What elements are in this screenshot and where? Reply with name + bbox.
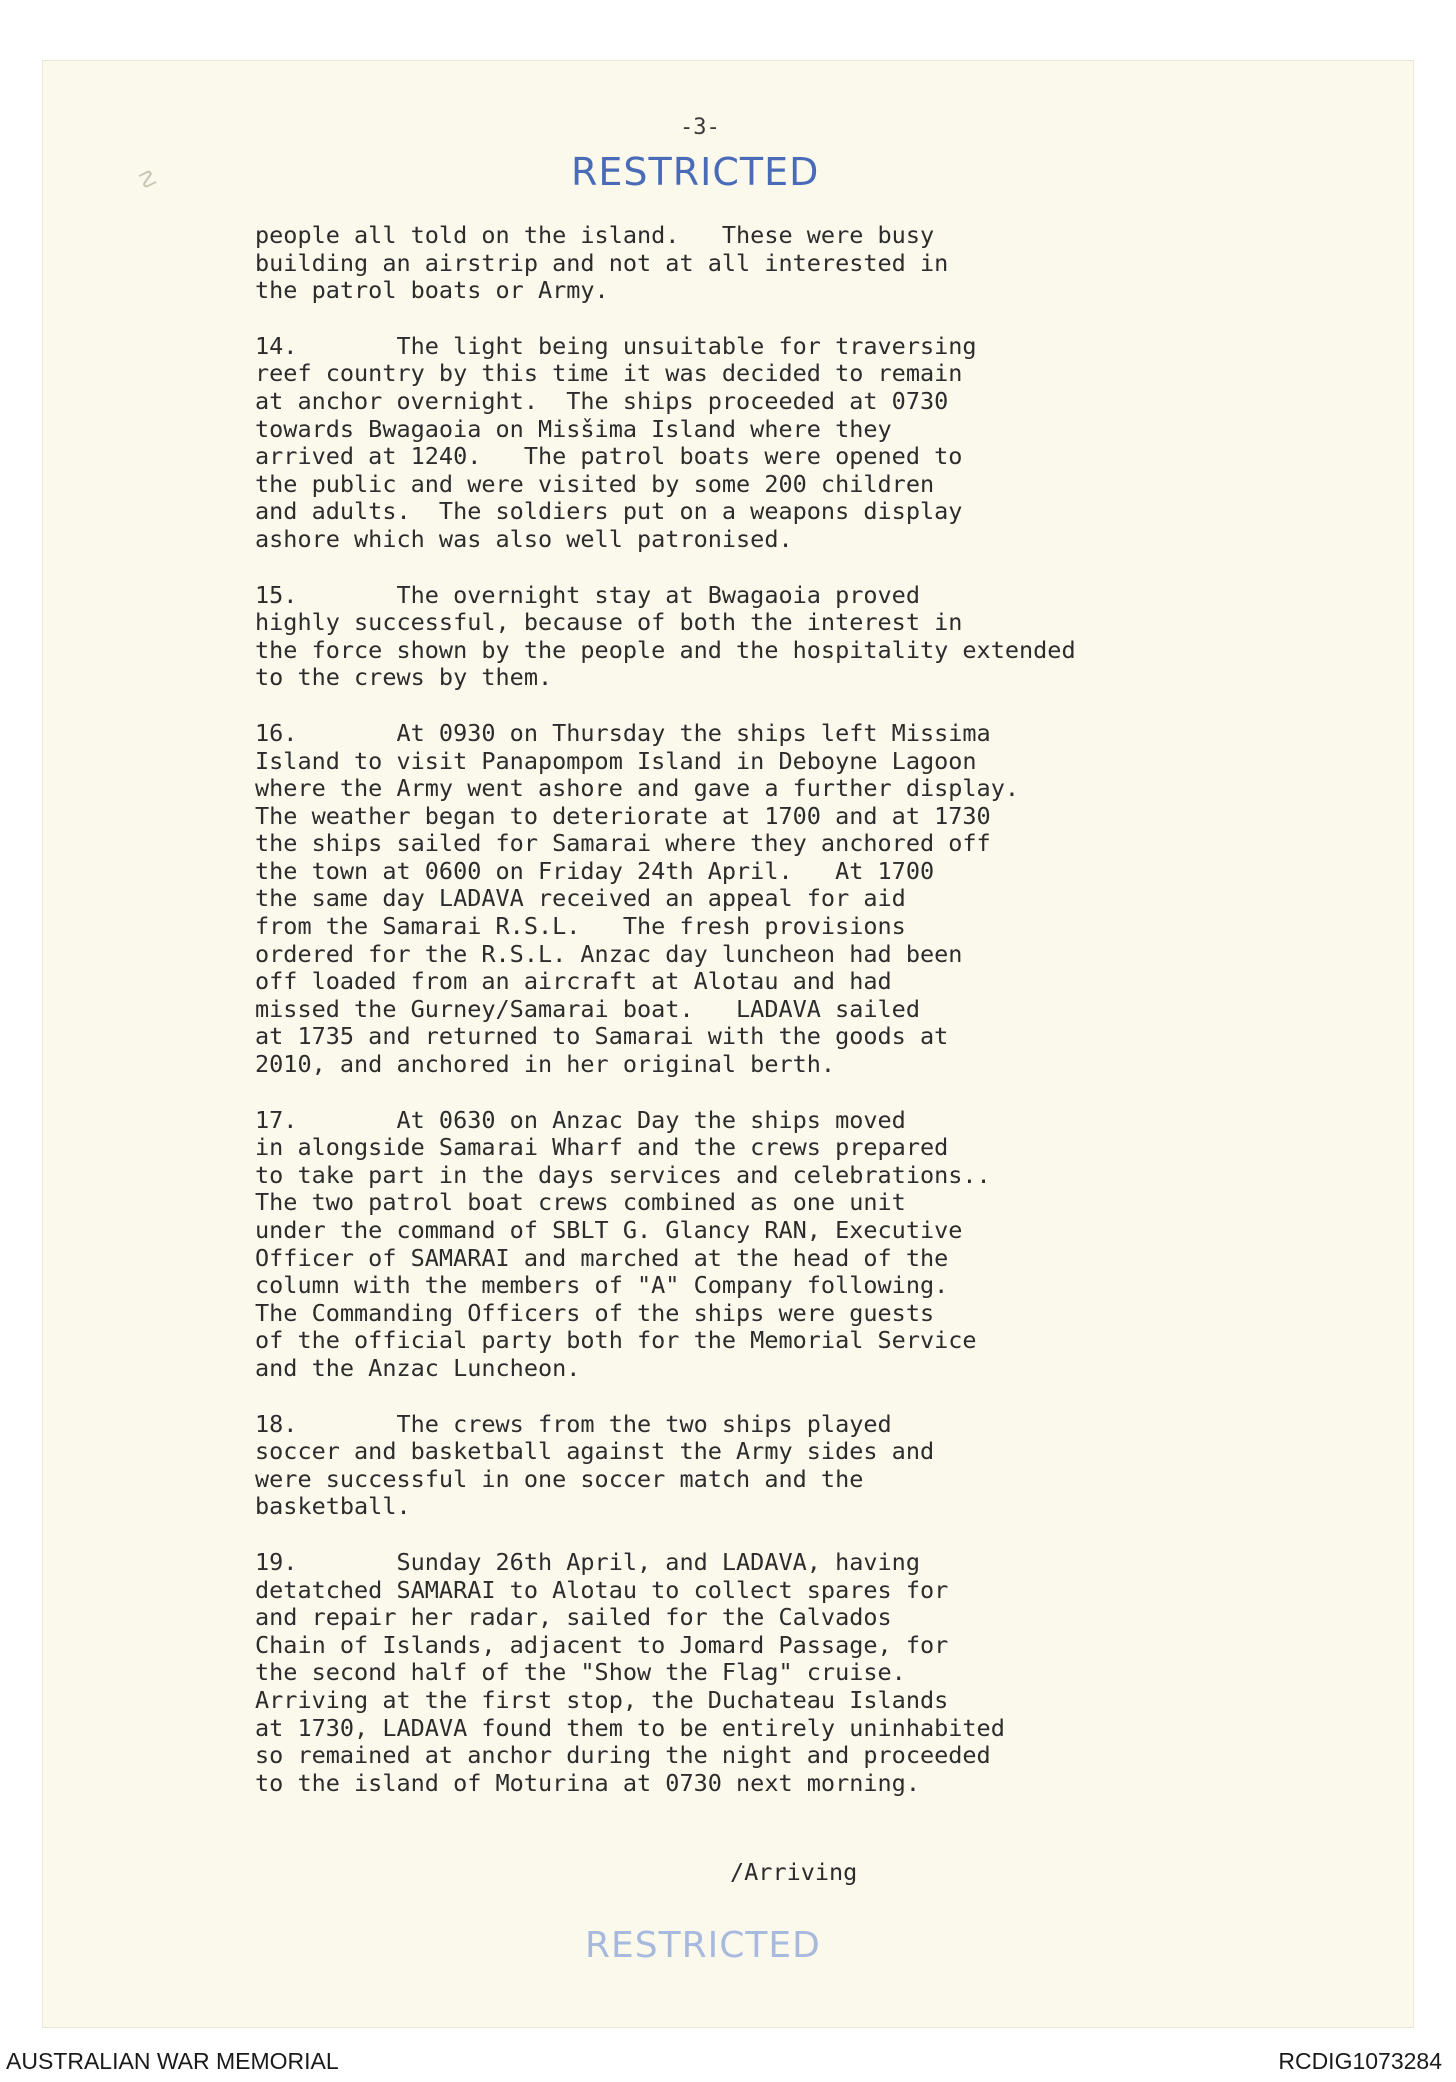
text-line: and adults. The soldiers put on a weapons display — [255, 497, 963, 526]
text-line: the public and were visited by some 200 children — [255, 469, 935, 498]
text-line: Island to visit Panapompom Island in Deboyne Lagoon — [255, 746, 977, 775]
text-line: from the Samarai R.S.L. The fresh provisions — [255, 912, 906, 941]
text-line: detatched SAMARAI to Alotau to collect spares for — [255, 1575, 949, 1604]
text-line: the same day LADAVA received an appeal for aid — [255, 884, 906, 913]
text-line: The Commanding Officers of the ships were guests — [255, 1298, 935, 1327]
text-line: at anchor overnight. The ships proceeded at 0730 — [255, 386, 949, 415]
text-line: to take part in the days services and celebrations.. — [255, 1160, 991, 1189]
text-line: under the command of SBLT G. Glancy RAN, Executive — [255, 1216, 963, 1244]
text-line: 18. The crews from the two ships played — [255, 1409, 892, 1438]
text-line: Officer of SAMARAI and marched at the head of the — [255, 1243, 949, 1272]
paragraph — [255, 720, 1255, 1079]
text-line: 17. At 0630 on Anzac Day the ships moved — [255, 1105, 906, 1134]
paragraph — [255, 582, 1255, 692]
text-line: 15. The overnight stay at Bwagaoia proved — [255, 580, 920, 609]
text-line: people all told on the island. These were busy — [255, 221, 935, 249]
text-line: and repair her radar, sailed for the Calvados — [255, 1603, 892, 1632]
footer-record-id: RCDIG1073284 — [1278, 2048, 1442, 2074]
footer-archive-name: AUSTRALIAN WAR MEMORIAL — [6, 2048, 339, 2074]
paragraph — [255, 222, 1255, 305]
text-line: reef country by this time it was decided to remain — [255, 359, 963, 388]
restricted-stamp-top: RESTRICTED — [571, 150, 820, 194]
paragraph — [255, 1107, 1255, 1383]
text-line: at 1735 and returned to Samarai with the goods at — [255, 1022, 949, 1051]
document-body — [255, 222, 1255, 1825]
text-line: ashore which was also well patronised. — [255, 524, 793, 553]
text-line: The two patrol boat crews combined as one unit — [255, 1188, 906, 1217]
text-line: highly successful, because of both the interest in — [255, 608, 963, 637]
text-line: missed the Gurney/Samarai boat. LADAVA sailed — [255, 994, 920, 1023]
text-line: soccer and basketball against the Army sides and — [255, 1437, 935, 1466]
text-line: column with the members of "A" Company following. — [255, 1271, 949, 1300]
restricted-stamp-bottom: RESTRICTED — [585, 1925, 821, 1966]
text-line: where the Army went ashore and gave a further display. — [255, 774, 1020, 803]
text-line: off loaded from an aircraft at Alotau and had — [255, 967, 892, 996]
text-line: at 1730, LADAVA found them to be entirely uninhabited — [255, 1713, 1005, 1742]
text-line: The weather began to deteriorate at 1700 and at 1730 — [255, 801, 991, 830]
margin-annotation-mark: ☡ — [135, 166, 161, 195]
text-line: to the crews by them. — [255, 663, 553, 692]
text-line: 19. Sunday 26th April, and LADAVA, having — [255, 1547, 920, 1576]
paragraph — [255, 333, 1255, 554]
catchword: /Arriving — [730, 1858, 858, 1886]
text-line: and the Anzac Luncheon. — [255, 1353, 581, 1382]
text-line: so remained at anchor during the night and proceeded — [255, 1741, 991, 1770]
text-line: basketball. — [255, 1492, 411, 1521]
text-line: towards Bwagaoia on Misšima Island where they — [255, 414, 892, 443]
text-line: in alongside Samarai Wharf and the crews prepared — [255, 1133, 949, 1162]
text-line: the patrol boats or Army. — [255, 276, 609, 305]
text-line: the ships sailed for Samarai where they anchored off — [255, 829, 991, 858]
text-line: were successful in one soccer match and the — [255, 1464, 864, 1493]
text-line: the second half of the "Show the Flag" cruise. — [255, 1658, 906, 1687]
paragraph — [255, 1549, 1255, 1797]
text-line: ordered for the R.S.L. Anzac day luncheon had been — [255, 939, 963, 968]
text-line: the force shown by the people and the hospitality extended — [255, 635, 1076, 664]
text-line: Arriving at the first stop, the Duchateau Islands — [255, 1685, 949, 1714]
text-line: building an airstrip and not at all interested in — [255, 248, 949, 277]
text-line: Chain of Islands, adjacent to Jomard Passage, for — [255, 1630, 949, 1659]
text-line: arrived at 1240. The patrol boats were opened to — [255, 442, 963, 471]
text-line: the town at 0600 on Friday 24th April. At 1700 — [255, 856, 935, 885]
text-line: 14. The light being unsuitable for traversing — [255, 331, 977, 360]
text-line: 16. At 0930 on Thursday the ships left Missima — [255, 718, 991, 747]
page-number: -3- — [680, 115, 720, 140]
text-line: to the island of Moturina at 0730 next morning. — [255, 1768, 920, 1797]
text-line: of the official party both for the Memorial Service — [255, 1326, 977, 1355]
paragraph — [255, 1411, 1255, 1521]
text-line: 2010, and anchored in her original berth. — [255, 1050, 836, 1079]
